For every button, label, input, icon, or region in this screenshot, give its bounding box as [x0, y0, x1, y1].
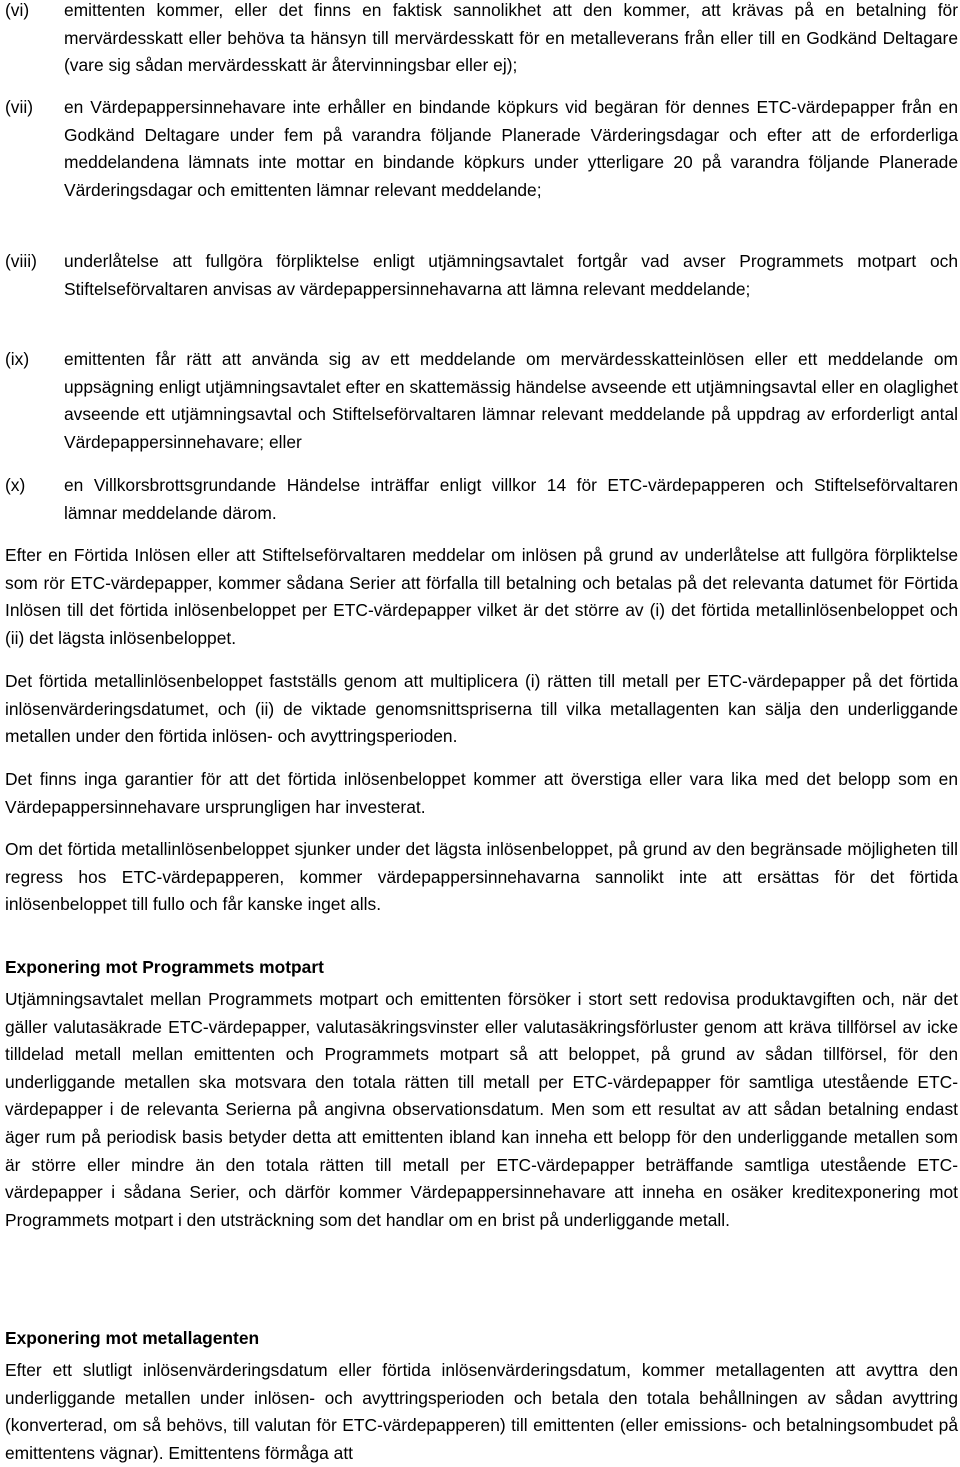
- section-heading-counterparty: Exponering mot Programmets motpart: [5, 957, 324, 977]
- list-item-text: en Villkorsbrottsgrundande Händelse inträffar enligt villkor 14 för ETC-värdepapperen och Stiftelseförvaltaren lämnar meddelande därom.: [64, 475, 958, 523]
- list-item-viii: [5, 248, 958, 303]
- list-item-vii: [5, 94, 958, 204]
- list-item-ix: [5, 346, 958, 456]
- list-item-vi: [5, 0, 958, 80]
- list-number: (x): [5, 475, 26, 495]
- section-heading-metal-agent: Exponering mot metallagenten: [5, 1328, 260, 1348]
- list-item-x: [5, 472, 958, 527]
- list-number: (vi): [5, 0, 30, 20]
- paragraph-no-guarantee: Det finns inga garantier för att det förtida inlösenbeloppet kommer att överstiga eller vara lika med det belopp som en Värdepappersinnehavare ursprungligen har investerat.: [5, 769, 958, 817]
- paragraph-metal-redemption-amount: Det förtida metallinlösenbeloppet fastställs genom att multiplicera (i) rätten till metall per ETC-värdepapper på det förtida inlösenvärderingsdatumet, och (ii) de viktade genomsnittspriserna till vilka metallagenten kan sälja den underliggande metallen under den förtida inlösen- och avyttringsperioden.: [5, 671, 958, 747]
- list-item-text: underlåtelse att fullgöra förpliktelse enligt utjämningsavtalet fortgår vad avser Programmets motpart och Stiftelseförvaltaren anvisas av värdepappersinnehavarna att lämna relevant meddelande;: [64, 251, 958, 299]
- list-number: (vii): [5, 97, 34, 117]
- list-item-text: en Värdepappersinnehavare inte erhåller en bindande köpkurs vid begäran för dennes ETC-värdepapper från en Godkänd Deltagare under fem på varandra följande Planerade Värderingsdagar och efter att de erforderliga meddelandena lämnats inte mottar en bindande köpkurs under ytterligare 20 på varandra följande Planerade Värderingsdagar och emittenten lämnar relevant meddelande;: [64, 97, 958, 200]
- section-text-counterparty: Utjämningsavtalet mellan Programmets motpart och emittenten försöker i stort sett redovisa produktavgiften och, när det gäller valutasäkrade ETC-värdepapper, valutasäkringsvinster eller valutasäkringsförluster genom att kräva tillförsel av icke tilldelad metall mellan emittenten och Programmets motpart så att beloppet, på grund av sådan tillförsel, för den underliggande metallen ska motsvara den totala rätten till metall per ETC-värdepapper för samtliga utestående ETC-värdepapper i de relevanta Serierna på angivna observationsdatum. Men som ett resultat av att sådan betalning endast äger rum på periodisk basis betyder detta att emittenten ibland kan inneha ett belopp för den underliggande metallen som är större eller mindre än den totala rätten till metall per ETC-värdepapper beträffande samtliga utestående ETC-värdepapper i sådana Serier, och därför kommer Värdepappersinnehavare att inneha en osäker kreditexponering mot Programmets motpart i den utsträckning som det handlar om en brist på underliggande metall.: [5, 989, 958, 1230]
- paragraph-early-redemption: Efter en Förtida Inlösen eller att Stiftelseförvaltaren meddelar om inlösen på grund av underlåtelse att fullgöra förpliktelse som rör ETC-värdepapper, kommer sådana Serier att förfalla till betalning och betalas på det relevanta datumet för Förtida Inlösen till det förtida inlösenbeloppet per ETC-värdepapper vilket är det större av (i) det förtida metallinlösenbeloppet och (ii) det lägsta inlösenbeloppet.: [5, 545, 958, 648]
- list-item-text: emittenten kommer, eller det finns en faktisk sannolikhet att den kommer, att krävas på en betalning för mervärdesskatt eller behöva ta hänsyn till mervärdesskatt för en metalleverans från eller till en Godkänd Deltagare (vare sig sådan mervärdesskatt är återvinningsbar eller ej);: [64, 0, 958, 76]
- list-number: (viii): [5, 251, 37, 271]
- list-number: (ix): [5, 349, 30, 369]
- section-text-metal-agent: Efter ett slutligt inlösenvärderingsdatum eller förtida inlösenvärderingsdatum, kommer metallagenten att avyttra den underliggande metallen under inlösen- och avyttringsperioden och betala den totala behållningen av sådan avyttring (konverterad, om så behövs, till valutan för ETC-värdepapperen) till emittenten (eller emissions- och betalningsombudet på emittentens vägnar). Emittentens förmåga att: [5, 1360, 958, 1463]
- list-item-text: emittenten får rätt att använda sig av ett meddelande om mervärdesskatteinlösen eller ett meddelande om uppsägning enligt utjämningsavtalet efter en skattemässig händelse avseende ett utjämningsavtal eller en olaglighet avseende ett utjämningsavtal och Stiftelseförvaltaren lämnar relevant meddelande på uppdrag av erforderligt antal Värdepappersinnehavare; eller: [64, 349, 958, 452]
- paragraph-limited-recourse: Om det förtida metallinlösenbeloppet sjunker under det lägsta inlösenbeloppet, på grund av den begränsade möjligheten till regress hos ETC-värdepapperen, kommer värdepappersinnehavarna sannolikt inte att ersättas för det förtida inlösenbeloppet till fullo och får kanske inget alls.: [5, 839, 958, 915]
